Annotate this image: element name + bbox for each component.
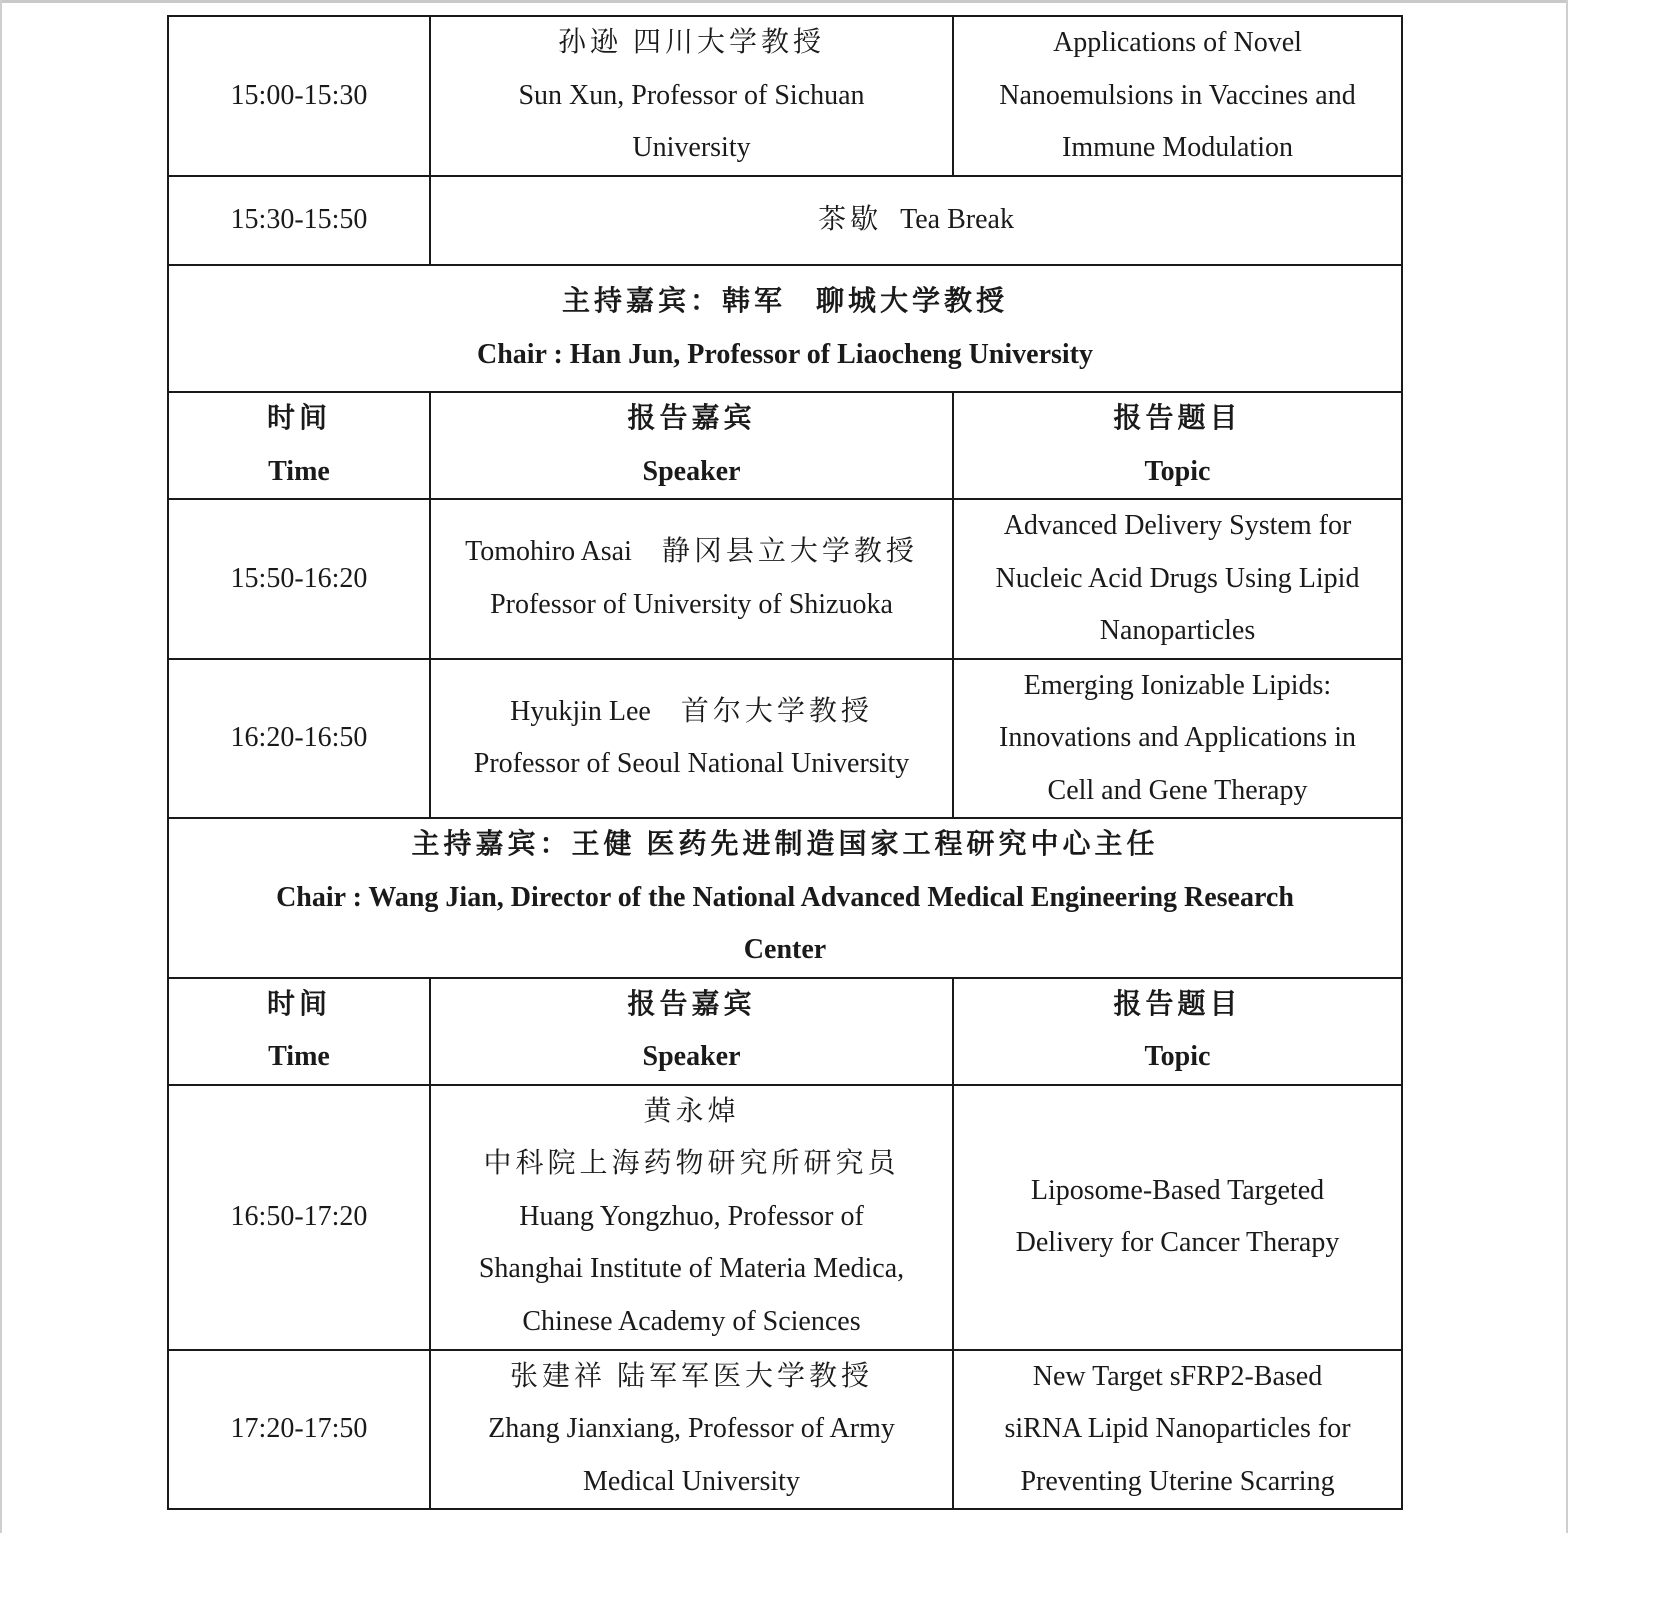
header-row [168, 978, 1402, 1085]
topic-cell [953, 1085, 1402, 1350]
session-time: 15:50-16:20 [230, 562, 368, 594]
speaker-en: Professor of University of Shizuoka [490, 588, 893, 620]
speaker-line: 黄永焯 [643, 1095, 740, 1127]
break-cell [430, 176, 1402, 265]
topic-line: Nucleic Acid Drugs Using Lipid [995, 562, 1360, 594]
speaker-en-line: University [632, 132, 751, 164]
session-row [168, 1350, 1402, 1510]
chair-cn-title: 聊城大学教授 [816, 286, 1009, 317]
topic-cell [953, 16, 1402, 176]
speaker-line: Medical University [583, 1465, 800, 1497]
page-top-edge [0, 0, 1568, 3]
break-label-cn: 茶歇 [818, 204, 883, 236]
topic-line: Delivery for Cancer Therapy [1015, 1227, 1340, 1258]
header-speaker-cn: 报告嘉宾 [627, 988, 756, 1020]
header-speaker [430, 978, 953, 1085]
topic-line: Advanced Delivery System for [1003, 510, 1352, 541]
session-row [168, 659, 1402, 819]
chair-cn-role: 主持嘉宾：韩军 [561, 286, 786, 317]
speaker-name: Tomohiro Asai [465, 536, 632, 568]
topic-line: siRNA Lipid Nanoparticles for [1004, 1413, 1351, 1444]
chair-cell [168, 818, 1402, 978]
speaker-en-line: Sun Xun, Professor of Sichuan [518, 79, 865, 111]
header-speaker-cn: 报告嘉宾 [627, 403, 756, 434]
break-label-en: Tea Break [900, 204, 1014, 236]
header-time-en: Time [268, 1041, 330, 1072]
topic-line: Cell and Gene Therapy [1047, 774, 1308, 806]
topic-line: Applications of Novel [1053, 27, 1302, 59]
speaker-cn: 静冈县立大学教授 [661, 536, 918, 568]
topic-line: Nanoparticles [1099, 615, 1256, 646]
header-topic [953, 392, 1402, 499]
header-speaker-en: Speaker [642, 455, 741, 487]
speaker-cell [430, 16, 953, 176]
header-topic [953, 978, 1402, 1085]
header-time-cn: 时间 [266, 403, 331, 434]
page-left-edge [0, 0, 2, 1533]
chair-en-line: Chair : Wang Jian, Director of the National Advanced Medical Engineering Research [276, 881, 1294, 913]
speaker-line: 张建祥 陆军军医大学教授 [509, 1360, 873, 1392]
time-cell [168, 499, 430, 659]
chair-row [168, 818, 1402, 978]
break-row [168, 176, 1402, 265]
topic-cell [953, 499, 1402, 659]
time-cell [168, 659, 430, 819]
header-time [168, 392, 430, 499]
chair-cell [168, 265, 1402, 392]
header-time-cn: 时间 [266, 988, 331, 1020]
chair-cn: 主持嘉宾：王健 医药先进制造国家工程研究中心主任 [411, 829, 1159, 860]
speaker-cell [430, 499, 953, 659]
speaker-name: Hyukjin Lee [510, 695, 651, 727]
session-time: 17:20-17:50 [230, 1413, 368, 1444]
header-topic-en: Topic [1144, 1041, 1211, 1072]
session-time: 16:20-16:50 [230, 722, 368, 753]
topic-line: Innovations and Applications in [999, 722, 1356, 753]
break-time: 15:30-15:50 [230, 204, 368, 236]
topic-line: Liposome-Based Targeted [1030, 1174, 1325, 1206]
speaker-line: Shanghai Institute of Materia Medica, [478, 1253, 905, 1285]
topic-cell [953, 659, 1402, 819]
time-cell [168, 1085, 430, 1350]
chair-row [168, 265, 1402, 392]
session-row [168, 1085, 1402, 1350]
topic-cell [953, 1350, 1402, 1510]
schedule-table [167, 15, 1403, 1510]
session-row [168, 16, 1402, 176]
header-topic-cn: 报告题目 [1113, 988, 1242, 1020]
topic-line: New Target sFRP2-Based [1032, 1360, 1323, 1392]
time-cell [168, 1350, 430, 1510]
topic-line: Preventing Uterine Scarring [1020, 1465, 1335, 1497]
speaker-line: Zhang Jianxiang, Professor of Army [488, 1413, 895, 1444]
topic-line: Nanoemulsions in Vaccines and [999, 79, 1356, 111]
header-time-en: Time [268, 455, 330, 487]
session-row [168, 499, 1402, 659]
header-time [168, 978, 430, 1085]
page-right-edge [1566, 0, 1568, 1533]
time-cell [168, 16, 430, 176]
speaker-line: 中科院上海药物研究所研究员 [483, 1148, 900, 1180]
topic-line: Emerging Ionizable Lipids: [1023, 669, 1332, 701]
chair-en-line: Center [743, 934, 827, 965]
header-topic-en: Topic [1144, 455, 1211, 487]
time-cell [168, 176, 430, 265]
speaker-line: Huang Yongzhuo, Professor of [519, 1200, 864, 1232]
session-time: 15:00-15:30 [230, 79, 368, 111]
speaker-cell [430, 1350, 953, 1510]
header-speaker [430, 392, 953, 499]
speaker-line: Chinese Academy of Sciences [522, 1305, 861, 1337]
speaker-cell [430, 1085, 953, 1350]
speaker-cell [430, 659, 953, 819]
header-speaker-en: Speaker [642, 1041, 741, 1072]
session-time: 16:50-17:20 [230, 1200, 368, 1232]
speaker-cn: 首尔大学教授 [680, 695, 873, 727]
topic-line: Immune Modulation [1062, 132, 1293, 164]
speaker-en: Professor of Seoul National University [473, 748, 910, 780]
chair-en: Chair : Han Jun, Professor of Liaocheng University [476, 338, 1093, 370]
speaker-cn: 孙逊 四川大学教授 [557, 27, 825, 59]
header-row [168, 392, 1402, 499]
header-topic-cn: 报告题目 [1113, 403, 1242, 434]
